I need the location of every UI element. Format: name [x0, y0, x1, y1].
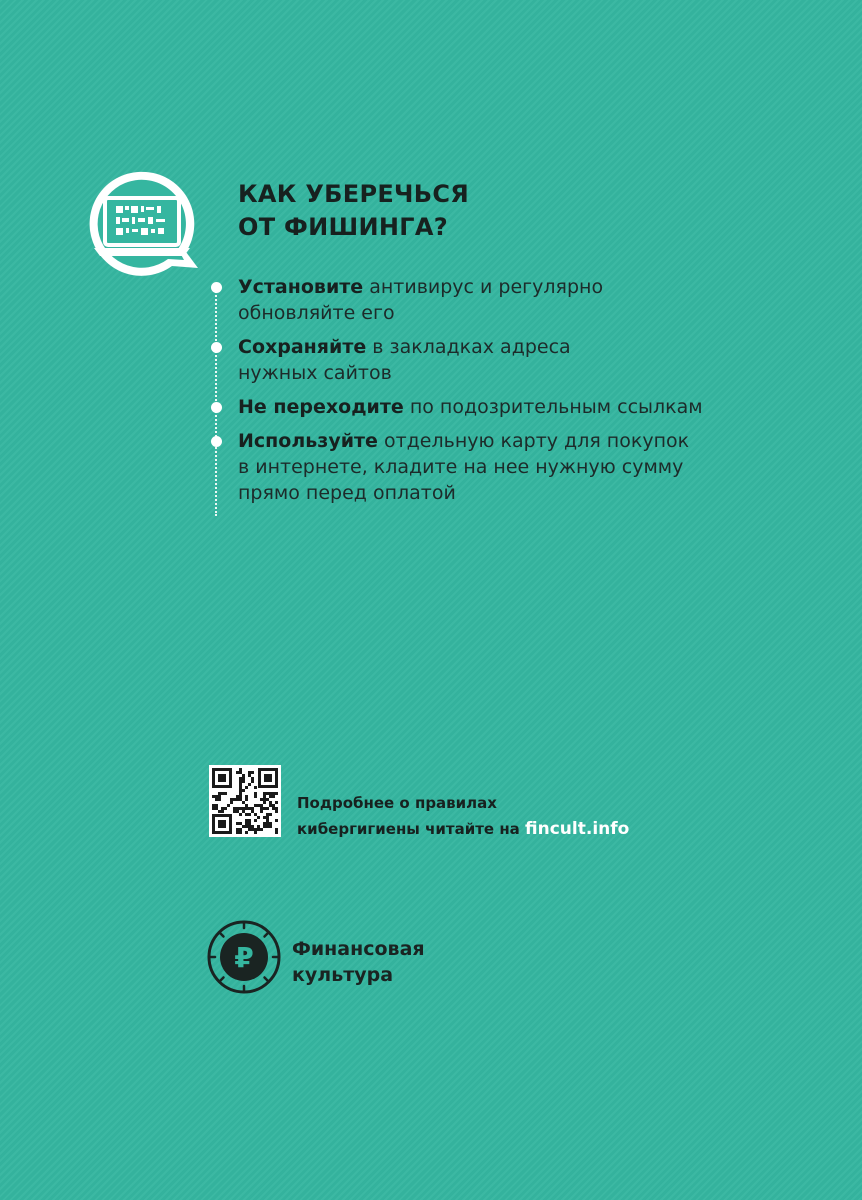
bullet-dot — [211, 436, 222, 447]
list-item — [212, 394, 802, 420]
laptop-phishing-icon — [80, 168, 206, 280]
bullet-dot — [211, 282, 222, 293]
page-title — [238, 178, 698, 244]
tip-text-continued: прямо перед оплатой — [238, 482, 456, 504]
more-info-prefix: кибергигиены читайте на — [297, 820, 526, 838]
tip-text: по подозрительным ссылкам — [403, 396, 703, 418]
bullet-dot — [211, 402, 222, 413]
title-line-2: ОТ ФИШИНГА? — [238, 213, 448, 241]
tip-text-continued: в интернете, кладите на нее нужную сумму — [238, 456, 684, 478]
more-info-line-1: Подробнее о правилах — [297, 794, 497, 812]
more-info-text — [297, 790, 717, 842]
tip-text-continued: обновляйте его — [238, 302, 395, 324]
list-item — [212, 274, 802, 326]
brand-line-1: Финансовая — [292, 938, 425, 960]
more-info-line-2 — [297, 816, 717, 842]
ruble-clock-logo-icon — [205, 918, 283, 996]
ruble-symbol: ₽ — [234, 941, 254, 974]
tip-keyword: Используйте — [238, 430, 378, 452]
tips-list — [212, 274, 802, 514]
title-line-1: КАК УБЕРЕЧЬСЯ — [238, 180, 470, 208]
list-item — [212, 334, 802, 386]
tip-text-continued: нужных сайтов — [238, 362, 392, 384]
tip-text: антивирус и регулярно — [363, 276, 604, 298]
qr-code[interactable] — [209, 765, 281, 837]
list-item — [212, 428, 802, 506]
tip-keyword: Установите — [238, 276, 364, 298]
tip-text: в закладках адреса — [366, 336, 571, 358]
tip-keyword: Сохраняйте — [238, 336, 367, 358]
fincult-link[interactable]: fincult.info — [525, 819, 630, 839]
bullet-dot — [211, 342, 222, 353]
tip-text: отдельную карту для покупок — [377, 430, 690, 452]
brand-line-2: культура — [292, 964, 394, 986]
brand-name — [292, 936, 425, 988]
tip-keyword: Не переходите — [238, 396, 404, 418]
